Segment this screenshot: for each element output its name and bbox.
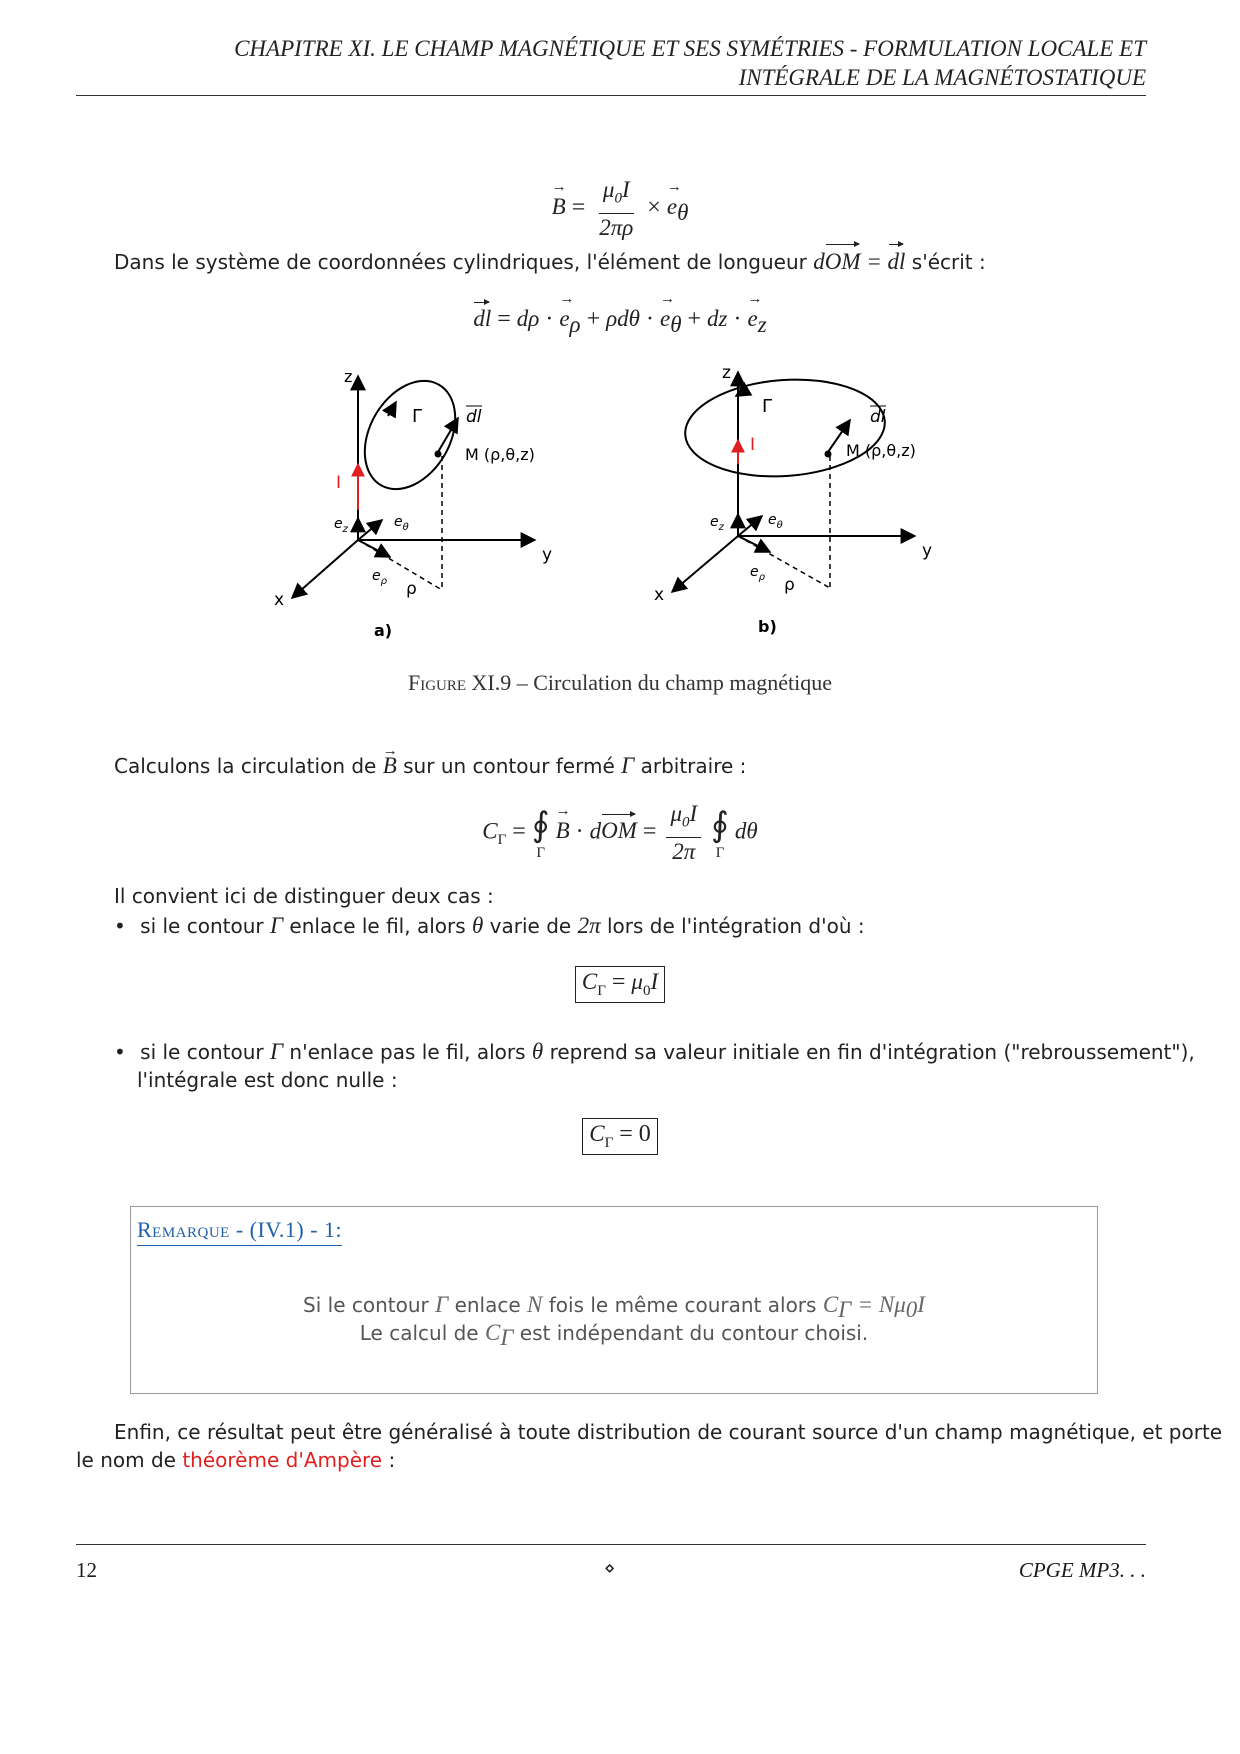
- label-current-a: I: [336, 473, 342, 493]
- bullet-case-enlace: • si le contour Γ enlace le fil, alors θ varie de 2π lors de l'intégration d'où :: [114, 913, 865, 938]
- axis-x-a: [292, 540, 358, 598]
- figure-panel-a: [274, 365, 552, 640]
- label-point-M-a: M (ρ,θ,z): [465, 445, 535, 464]
- label-point-M-b: M (ρ,θ,z): [846, 441, 916, 460]
- remark-line1-middle: enlace: [454, 1293, 521, 1317]
- paragraph-generalization-line2: [76, 1446, 395, 1474]
- unit-vector-etheta-a: [358, 520, 382, 540]
- running-header: [76, 34, 1146, 92]
- paragraph-generalization-suffix: :: [388, 1448, 396, 1472]
- contour-direction-arrow-a: [388, 402, 396, 416]
- label-gamma-b: Γ: [762, 396, 773, 417]
- bullet-case-no-enlace-line2: l'intégrale est donc nulle :: [137, 1068, 398, 1092]
- equation-result-no-enlace: $C_\Gamma = 0$: [0, 1118, 1240, 1155]
- label-erho-a: $e_\rho$: [372, 568, 387, 587]
- label-etheta-a: $e_\theta$: [394, 514, 409, 533]
- remark-line1-prefix: Si le contour: [303, 1293, 429, 1317]
- remark-title: Remarque - (IV.1) - 1:: [137, 1217, 342, 1246]
- contour-gamma-a: [346, 365, 473, 505]
- label-etheta-b: $e_\theta$: [768, 512, 783, 531]
- figure-caption: [0, 670, 1240, 696]
- paragraph-length-element-suffix: s'écrit :: [911, 250, 986, 274]
- label-erho-b: $e_\rho$: [750, 564, 765, 583]
- figure-caption-text: – Circulation du champ magnétique: [516, 670, 833, 695]
- remark-line1-suffix: fois le même courant alors: [548, 1293, 817, 1317]
- paragraph-generalization-prefix: le nom de: [76, 1448, 176, 1472]
- bullet-case-no-enlace: • si le contour Γ n'enlace pas le fil, alors θ reprend sa valeur initiale en fin d'intégration ("rebroussement"),: [114, 1039, 1195, 1064]
- label-rho-b: ρ: [784, 575, 795, 595]
- bullet-case-no-enlace-text-a: si le contour: [140, 1040, 264, 1064]
- bullet-case-enlace-text-c: varie de: [489, 914, 572, 938]
- label-ez-b: $e_z$: [710, 514, 724, 533]
- label-axis-z-b: z: [722, 363, 731, 383]
- label-axis-x-a: x: [274, 590, 285, 610]
- footer-course-label: CPGE MP3. . .: [1018, 1558, 1146, 1582]
- ampere-theorem-link[interactable]: théorème d'Ampère: [182, 1448, 383, 1472]
- label-axis-y-b: y: [922, 541, 933, 561]
- remark-line2-prefix: Le calcul de: [359, 1321, 479, 1345]
- inline-math-dOM: dOM = dl: [813, 249, 906, 274]
- bullet-dot: •: [114, 914, 126, 938]
- remark-line2: Le calcul de $C_\Gamma$ est indépendant du contour choisi.: [359, 1320, 869, 1350]
- page-number: 12: [76, 1558, 97, 1582]
- footer-diamond-icon: ⋄: [604, 1558, 616, 1579]
- paragraph-length-element-text: Dans le système de coordonnées cylindriques, l'élément de longueur: [114, 250, 807, 274]
- paragraph-length-element: [114, 248, 986, 276]
- bullet-case-enlace-text-b: enlace le fil, alors: [289, 914, 466, 938]
- unit-vector-etheta-b: [738, 516, 762, 536]
- paragraph-circulation-text: Calculons la circulation de: [114, 754, 377, 778]
- remark-line1: Si le contour Γ enlace N fois le même courant alors $C_\Gamma = N\mu_0I$: [303, 1292, 925, 1322]
- label-dl-b: dl: [870, 407, 886, 427]
- unit-vector-erho-a: [358, 540, 390, 557]
- running-header-line2: INTÉGRALE DE LA MAGNÉTOSTATIQUE: [738, 65, 1146, 90]
- figure-panel-b: [654, 363, 932, 636]
- figure-circulation: [250, 360, 950, 650]
- paragraph-circulation-suffix: arbitraire :: [640, 754, 747, 778]
- equation-circulation: $C_\Gamma$ = ∮ Γ → B · dOM = $\frac{\mu_0I}{2\pi}$ ∮ Γ dθ: [0, 800, 1240, 866]
- bullet-dot: •: [114, 1040, 126, 1064]
- label-panel-b: b): [758, 617, 777, 636]
- contour-gamma-b: [682, 373, 888, 483]
- label-dl-a: dl: [466, 407, 482, 427]
- inline-math-gamma: Γ: [621, 753, 635, 778]
- bullet-case-enlace-text-a: si le contour: [140, 914, 264, 938]
- axis-x-b: [672, 536, 738, 592]
- header-rule: [76, 95, 1146, 96]
- label-rho-a: ρ: [406, 579, 417, 599]
- label-axis-x-b: x: [654, 585, 665, 605]
- label-ez-a: $e_z$: [334, 516, 348, 535]
- equation-length-element: dl = dρ · → $e_\rho + \rho d\theta$ · → $e_\theta$ + dz · → $e_z$: [0, 306, 1240, 338]
- label-gamma-a: Γ: [412, 406, 423, 427]
- inline-math-B: → B: [383, 752, 397, 780]
- paragraph-generalization: Enfin, ce résultat peut être généralisé à toute distribution de courant source d'un champ magnétique, et porte: [114, 1420, 1223, 1444]
- point-M-a: [435, 451, 442, 458]
- label-current-b: I: [750, 435, 756, 455]
- paragraph-two-cases: Il convient ici de distinguer deux cas :: [114, 884, 494, 908]
- label-panel-a: a): [374, 621, 393, 640]
- figure-caption-label: Figure XI.9: [407, 670, 512, 695]
- bullet-case-enlace-text-d: lors de l'intégration d'où :: [606, 914, 865, 938]
- bullet-case-no-enlace-text-c: reprend sa valeur initiale en fin d'intégration ("rebroussement"),: [549, 1040, 1195, 1064]
- unit-vector-erho-b: [738, 536, 770, 552]
- equation-biot-savart-field: → B = $\frac{\mu_0I}{2\pi\rho}$ × → $e_\theta$: [0, 176, 1240, 242]
- footer-rule: [76, 1544, 1146, 1545]
- label-axis-y-a: y: [542, 545, 553, 565]
- remark-line2-suffix: est indépendant du contour choisi.: [519, 1321, 869, 1345]
- equation-result-enlace: $C_\Gamma = \mu_0I$: [0, 966, 1240, 1003]
- bullet-case-no-enlace-text-b: n'enlace pas le fil, alors: [289, 1040, 526, 1064]
- remark-box: [130, 1206, 1098, 1394]
- paragraph-circulation-middle: sur un contour fermé: [403, 754, 615, 778]
- paragraph-circulation: [114, 752, 746, 780]
- label-axis-z-a: z: [344, 367, 353, 386]
- running-header-line1: CHAPITRE XI. LE CHAMP MAGNÉTIQUE ET SES SYMÉTRIES - FORMULATION LOCALE ET: [234, 36, 1146, 61]
